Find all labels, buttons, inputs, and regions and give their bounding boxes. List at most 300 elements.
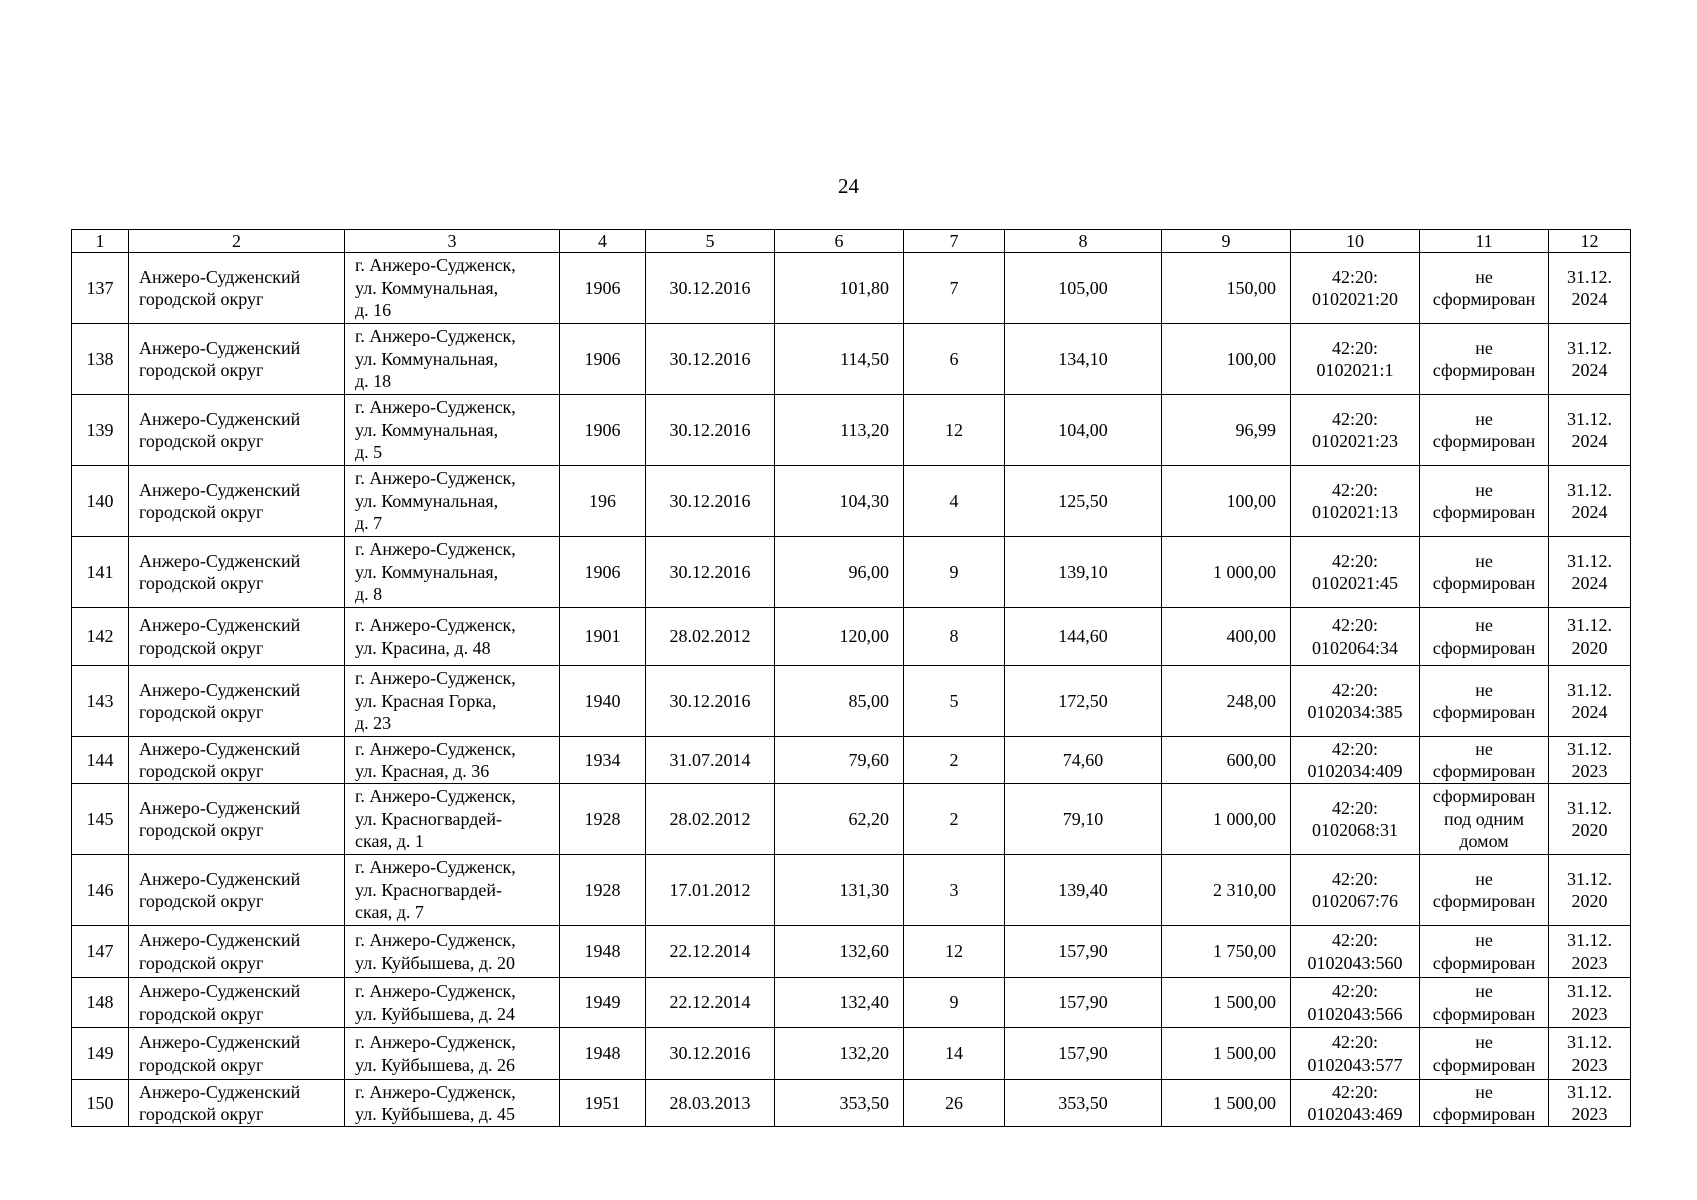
value-cell: 1 500,00	[1162, 978, 1291, 1028]
row-number-cell: 142	[72, 608, 129, 666]
district-cell	[129, 395, 345, 466]
district-cell-line: городской округ	[139, 431, 264, 451]
deadline-cell-line: 31.12.	[1567, 266, 1612, 287]
area2-cell: 157,90	[1005, 1028, 1162, 1080]
deadline-cell-line: 2023	[1571, 952, 1608, 973]
year-cell: 1906	[560, 324, 646, 395]
area2-cell: 144,60	[1005, 608, 1162, 666]
deadline-cell-line: 31.12.	[1567, 615, 1612, 635]
value-cell: 400,00	[1162, 608, 1291, 666]
deadline-cell-line: 31.12.	[1567, 679, 1612, 700]
year-cell: 1928	[560, 855, 646, 926]
year-cell: 1940	[560, 666, 646, 737]
deadline-cell	[1549, 608, 1631, 666]
address-cell	[345, 608, 560, 666]
cadastral-number-cell	[1291, 737, 1420, 784]
address-cell	[345, 1080, 560, 1127]
land-status-cell-line: не	[1475, 738, 1493, 759]
district-cell	[129, 926, 345, 978]
district-cell-line: городской округ	[139, 360, 264, 380]
year-cell: 1934	[560, 737, 646, 784]
area-cell: 85,00	[775, 666, 904, 737]
date-cell: 30.12.2016	[646, 666, 775, 737]
year-cell: 1901	[560, 608, 646, 666]
row-number-cell: 140	[72, 466, 129, 537]
land-status-cell	[1420, 737, 1549, 784]
land-status-cell-line: не	[1475, 479, 1493, 500]
address-cell	[345, 466, 560, 537]
deadline-cell-line: 31.12.	[1567, 337, 1612, 358]
year-cell: 1948	[560, 1028, 646, 1080]
deadline-cell-line: 2024	[1571, 431, 1608, 451]
area2-cell: 104,00	[1005, 395, 1162, 466]
district-cell	[129, 978, 345, 1028]
area-cell: 96,00	[775, 537, 904, 608]
date-cell: 17.01.2012	[646, 855, 775, 926]
header-row	[72, 230, 1631, 253]
date-cell: 22.12.2014	[646, 926, 775, 978]
address-cell-line: ул. Коммунальная,	[355, 348, 499, 369]
address-cell-line: г. Анжеро-Судженск,	[355, 615, 516, 635]
district-cell	[129, 1080, 345, 1127]
district-cell-line: Анжеро-Судженский	[139, 868, 301, 889]
address-cell	[345, 784, 560, 855]
row-number-cell: 145	[72, 784, 129, 855]
district-cell	[129, 737, 345, 784]
address-cell	[345, 1028, 560, 1080]
land-status-cell-line: сформирован	[1432, 1003, 1536, 1024]
column-header: 4	[560, 230, 646, 253]
land-status-cell-line: не	[1475, 337, 1493, 358]
address-cell-line: г. Анжеро-Судженск,	[355, 539, 516, 560]
deadline-cell-line: 2023	[1571, 1054, 1608, 1075]
land-status-cell-line: сформирован	[1432, 502, 1536, 522]
column-header: 10	[1291, 230, 1420, 253]
land-status-cell-line: сформирован	[1432, 637, 1536, 658]
area-cell: 113,20	[775, 395, 904, 466]
land-status-cell-line: сформирован	[1432, 761, 1536, 781]
district-cell	[129, 608, 345, 666]
table-row	[72, 737, 1631, 784]
deadline-cell-line: 31.12.	[1567, 550, 1612, 571]
address-cell-line: г. Анжеро-Судженск,	[355, 468, 516, 489]
land-status-cell-line: сформирован	[1432, 431, 1536, 451]
cadastral-number-cell	[1291, 666, 1420, 737]
cadastral-number-cell-line: 0102021:1	[1316, 360, 1394, 380]
area-cell: 132,40	[775, 978, 904, 1028]
housing-registry-table	[71, 229, 1631, 1127]
deadline-cell	[1549, 1080, 1631, 1127]
cadastral-number-cell-line: 0102034:385	[1307, 702, 1403, 722]
address-cell-line: г. Анжеро-Судженск,	[355, 668, 516, 689]
land-status-cell	[1420, 784, 1549, 855]
district-cell-line: Анжеро-Судженский	[139, 337, 301, 358]
table-row	[72, 324, 1631, 395]
area2-cell: 139,40	[1005, 855, 1162, 926]
address-cell-line: г. Анжеро-Судженск,	[355, 255, 516, 276]
table-row	[72, 978, 1631, 1028]
cadastral-number-cell-line: 42:20:	[1331, 266, 1378, 287]
year-cell: 1906	[560, 253, 646, 324]
row-number-cell: 150	[72, 1080, 129, 1127]
area2-cell: 79,10	[1005, 784, 1162, 855]
district-cell	[129, 784, 345, 855]
date-cell: 28.02.2012	[646, 784, 775, 855]
address-cell-line: ул. Коммунальная,	[355, 490, 499, 511]
cadastral-number-cell-line: 0102043:560	[1307, 952, 1403, 973]
land-status-cell-line: сформирован	[1432, 1104, 1536, 1124]
deadline-cell-line: 2023	[1571, 1003, 1608, 1024]
date-cell: 30.12.2016	[646, 253, 775, 324]
cadastral-number-cell-line: 42:20:	[1331, 797, 1378, 818]
date-cell: 31.07.2014	[646, 737, 775, 784]
area2-cell: 172,50	[1005, 666, 1162, 737]
district-cell-line: городской округ	[139, 637, 264, 658]
address-cell	[345, 978, 560, 1028]
deadline-cell-line: 2020	[1571, 820, 1608, 840]
address-cell-line: г. Анжеро-Судженск,	[355, 930, 516, 950]
district-cell	[129, 253, 345, 324]
address-cell-line: д. 7	[355, 513, 383, 534]
area-cell: 114,50	[775, 324, 904, 395]
row-number-cell: 147	[72, 926, 129, 978]
year-cell: 1906	[560, 537, 646, 608]
value-cell: 2 310,00	[1162, 855, 1291, 926]
deadline-cell	[1549, 537, 1631, 608]
column-header: 6	[775, 230, 904, 253]
address-cell-line: ул. Коммунальная,	[355, 419, 499, 440]
table-row	[72, 784, 1631, 855]
value-cell: 150,00	[1162, 253, 1291, 324]
deadline-cell-line: 31.12.	[1567, 479, 1612, 500]
address-cell-line: ул. Красногвардей-	[355, 808, 502, 829]
land-status-cell	[1420, 608, 1549, 666]
cadastral-number-cell-line: 42:20:	[1331, 679, 1378, 700]
land-status-cell	[1420, 537, 1549, 608]
year-cell: 1928	[560, 784, 646, 855]
district-cell-line: Анжеро-Судженский	[139, 479, 301, 500]
district-cell-line: Анжеро-Судженский	[139, 550, 301, 571]
deadline-cell-line: 31.12.	[1567, 1081, 1612, 1102]
cadastral-number-cell-line: 0102043:566	[1307, 1003, 1403, 1024]
row-number-cell: 149	[72, 1028, 129, 1080]
cadastral-number-cell-line: 0102021:45	[1311, 573, 1398, 593]
address-cell	[345, 253, 560, 324]
area2-cell: 74,60	[1005, 737, 1162, 784]
address-cell-line: ул. Коммунальная,	[355, 561, 499, 582]
cadastral-number-cell	[1291, 855, 1420, 926]
land-status-cell-line: сформирован	[1432, 891, 1536, 911]
address-cell-line: ул. Коммунальная,	[355, 277, 499, 298]
deadline-cell-line: 31.12.	[1567, 981, 1612, 1001]
deadline-cell-line: 2024	[1571, 573, 1608, 593]
land-status-cell	[1420, 926, 1549, 978]
deadline-cell-line: 2023	[1571, 761, 1608, 781]
district-cell-line: Анжеро-Судженский	[139, 981, 301, 1001]
land-status-cell	[1420, 395, 1549, 466]
value-cell: 1 750,00	[1162, 926, 1291, 978]
address-cell	[345, 855, 560, 926]
area-cell: 353,50	[775, 1080, 904, 1127]
address-cell	[345, 737, 560, 784]
address-cell-line: ул. Куйбышева, д. 24	[355, 1003, 515, 1024]
land-status-cell-line: домом	[1459, 831, 1509, 852]
address-cell-line: д. 23	[355, 713, 392, 734]
address-cell-line: ул. Куйбышева, д. 45	[355, 1104, 515, 1124]
address-cell-line: ул. Красина, д. 48	[355, 637, 491, 658]
year-cell: 1949	[560, 978, 646, 1028]
address-cell-line: г. Анжеро-Судженск,	[355, 1032, 516, 1052]
district-cell-line: Анжеро-Судженский	[139, 266, 301, 287]
count-cell: 9	[904, 537, 1005, 608]
cadastral-number-cell-line: 42:20:	[1331, 337, 1378, 358]
deadline-cell-line: 31.12.	[1567, 797, 1612, 818]
cadastral-number-cell	[1291, 978, 1420, 1028]
cadastral-number-cell-line: 42:20:	[1331, 1032, 1378, 1052]
area-cell: 101,80	[775, 253, 904, 324]
date-cell: 28.03.2013	[646, 1080, 775, 1127]
deadline-cell-line: 31.12.	[1567, 868, 1612, 889]
year-cell: 1951	[560, 1080, 646, 1127]
area2-cell: 134,10	[1005, 324, 1162, 395]
deadline-cell	[1549, 978, 1631, 1028]
district-cell-line: Анжеро-Судженский	[139, 679, 301, 700]
district-cell-line: городской округ	[139, 573, 264, 593]
area-cell: 62,20	[775, 784, 904, 855]
count-cell: 4	[904, 466, 1005, 537]
value-cell: 1 000,00	[1162, 537, 1291, 608]
count-cell: 5	[904, 666, 1005, 737]
table-row	[72, 926, 1631, 978]
land-status-cell-line: сформирован	[1432, 360, 1536, 380]
address-cell	[345, 395, 560, 466]
address-cell	[345, 324, 560, 395]
column-header: 7	[904, 230, 1005, 253]
table-row	[72, 395, 1631, 466]
land-status-cell-line: сформирован	[1432, 1054, 1536, 1075]
district-cell-line: городской округ	[139, 820, 264, 840]
address-cell-line: д. 5	[355, 442, 383, 463]
date-cell: 30.12.2016	[646, 1028, 775, 1080]
value-cell: 100,00	[1162, 324, 1291, 395]
row-number-cell: 138	[72, 324, 129, 395]
address-cell	[345, 666, 560, 737]
area-cell: 120,00	[775, 608, 904, 666]
land-status-cell-line: не	[1475, 550, 1493, 571]
district-cell	[129, 466, 345, 537]
district-cell-line: городской округ	[139, 289, 264, 309]
cadastral-number-cell	[1291, 466, 1420, 537]
date-cell: 22.12.2014	[646, 978, 775, 1028]
column-header: 3	[345, 230, 560, 253]
value-cell: 1 000,00	[1162, 784, 1291, 855]
count-cell: 6	[904, 324, 1005, 395]
row-number-cell: 143	[72, 666, 129, 737]
count-cell: 12	[904, 926, 1005, 978]
deadline-cell	[1549, 324, 1631, 395]
address-cell-line: ская, д. 1	[355, 831, 424, 852]
cadastral-number-cell	[1291, 253, 1420, 324]
value-cell: 96,99	[1162, 395, 1291, 466]
address-cell-line: г. Анжеро-Судженск,	[355, 857, 516, 878]
deadline-cell-line: 2023	[1571, 1104, 1608, 1124]
deadline-cell-line: 2024	[1571, 502, 1608, 522]
date-cell: 30.12.2016	[646, 537, 775, 608]
deadline-cell	[1549, 1028, 1631, 1080]
address-cell-line: д. 16	[355, 300, 392, 321]
cadastral-number-cell-line: 42:20:	[1331, 479, 1378, 500]
district-cell-line: городской округ	[139, 502, 264, 522]
count-cell: 8	[904, 608, 1005, 666]
value-cell: 600,00	[1162, 737, 1291, 784]
cadastral-number-cell-line: 0102021:23	[1311, 431, 1398, 451]
column-header: 12	[1549, 230, 1631, 253]
date-cell: 28.02.2012	[646, 608, 775, 666]
land-status-cell	[1420, 855, 1549, 926]
cadastral-number-cell	[1291, 1080, 1420, 1127]
value-cell: 1 500,00	[1162, 1028, 1291, 1080]
land-status-cell-line: не	[1475, 1081, 1493, 1102]
district-cell-line: Анжеро-Судженский	[139, 797, 301, 818]
land-status-cell	[1420, 1028, 1549, 1080]
count-cell: 7	[904, 253, 1005, 324]
district-cell	[129, 1028, 345, 1080]
date-cell: 30.12.2016	[646, 324, 775, 395]
deadline-cell	[1549, 253, 1631, 324]
deadline-cell	[1549, 666, 1631, 737]
cadastral-number-cell	[1291, 324, 1420, 395]
district-cell-line: городской округ	[139, 1003, 264, 1024]
page-number: 24	[838, 174, 859, 198]
land-status-cell	[1420, 253, 1549, 324]
year-cell: 1906	[560, 395, 646, 466]
table-row	[72, 253, 1631, 324]
land-status-cell	[1420, 324, 1549, 395]
area-cell: 79,60	[775, 737, 904, 784]
deadline-cell-line: 2024	[1571, 702, 1608, 722]
address-cell-line: ул. Куйбышева, д. 20	[355, 952, 515, 973]
column-header: 11	[1420, 230, 1549, 253]
district-cell-line: городской округ	[139, 1104, 264, 1124]
land-status-cell-line: сформирован	[1432, 952, 1536, 973]
district-cell	[129, 666, 345, 737]
area2-cell: 157,90	[1005, 926, 1162, 978]
address-cell-line: ул. Красная Горка,	[355, 690, 497, 711]
cadastral-number-cell	[1291, 608, 1420, 666]
land-status-cell-line: не	[1475, 266, 1493, 287]
cadastral-number-cell	[1291, 1028, 1420, 1080]
area-cell: 132,20	[775, 1028, 904, 1080]
address-cell-line: ул. Красная, д. 36	[355, 761, 490, 781]
district-cell-line: Анжеро-Судженский	[139, 1032, 301, 1052]
address-cell-line: г. Анжеро-Судженск,	[355, 786, 516, 807]
address-cell-line: г. Анжеро-Судженск,	[355, 981, 516, 1001]
count-cell: 2	[904, 737, 1005, 784]
land-status-cell-line: не	[1475, 679, 1493, 700]
land-status-cell-line: сформирован	[1432, 573, 1536, 593]
count-cell: 14	[904, 1028, 1005, 1080]
deadline-cell	[1549, 395, 1631, 466]
address-cell-line: ул. Красногвардей-	[355, 879, 502, 900]
deadline-cell-line: 31.12.	[1567, 1032, 1612, 1052]
cadastral-number-cell-line: 0102043:577	[1307, 1054, 1403, 1075]
cadastral-number-cell-line: 0102068:31	[1311, 820, 1398, 840]
district-cell-line: городской округ	[139, 761, 264, 781]
cadastral-number-cell	[1291, 537, 1420, 608]
deadline-cell	[1549, 737, 1631, 784]
land-status-cell-line: не	[1475, 868, 1493, 889]
deadline-cell-line: 2024	[1571, 289, 1608, 309]
cadastral-number-cell-line: 42:20:	[1331, 550, 1378, 571]
column-header: 1	[72, 230, 129, 253]
land-status-cell	[1420, 1080, 1549, 1127]
row-number-cell: 137	[72, 253, 129, 324]
cadastral-number-cell-line: 42:20:	[1331, 930, 1378, 950]
deadline-cell-line: 2024	[1571, 360, 1608, 380]
cadastral-number-cell-line: 0102034:409	[1307, 761, 1403, 781]
area2-cell: 125,50	[1005, 466, 1162, 537]
table-row	[72, 1028, 1631, 1080]
area-cell: 104,30	[775, 466, 904, 537]
year-cell: 1948	[560, 926, 646, 978]
district-cell-line: городской округ	[139, 952, 264, 973]
table-row	[72, 466, 1631, 537]
deadline-cell-line: 31.12.	[1567, 408, 1612, 429]
address-cell-line: г. Анжеро-Судженск,	[355, 1081, 516, 1102]
deadline-cell-line: 31.12.	[1567, 738, 1612, 759]
address-cell-line: д. 18	[355, 371, 392, 392]
district-cell	[129, 324, 345, 395]
district-cell-line: городской округ	[139, 1054, 264, 1075]
land-status-cell-line: не	[1475, 615, 1493, 635]
address-cell-line: г. Анжеро-Судженск,	[355, 326, 516, 347]
value-cell: 100,00	[1162, 466, 1291, 537]
date-cell: 30.12.2016	[646, 466, 775, 537]
address-cell-line: г. Анжеро-Судженск,	[355, 738, 516, 759]
table-row	[72, 608, 1631, 666]
area2-cell: 353,50	[1005, 1080, 1162, 1127]
deadline-cell-line: 2020	[1571, 637, 1608, 658]
district-cell-line: Анжеро-Судженский	[139, 1081, 301, 1102]
cadastral-number-cell-line: 42:20:	[1331, 1081, 1378, 1102]
date-cell: 30.12.2016	[646, 395, 775, 466]
cadastral-number-cell-line: 0102021:20	[1311, 289, 1398, 309]
count-cell: 2	[904, 784, 1005, 855]
cadastral-number-cell-line: 42:20:	[1331, 738, 1378, 759]
deadline-cell	[1549, 926, 1631, 978]
cadastral-number-cell-line: 42:20:	[1331, 981, 1378, 1001]
cadastral-number-cell-line: 0102043:469	[1307, 1104, 1403, 1124]
address-cell-line: ул. Куйбышева, д. 26	[355, 1054, 515, 1075]
column-header: 8	[1005, 230, 1162, 253]
land-status-cell	[1420, 466, 1549, 537]
address-cell-line: д. 8	[355, 584, 383, 605]
address-cell-line: г. Анжеро-Судженск,	[355, 397, 516, 418]
deadline-cell	[1549, 784, 1631, 855]
count-cell: 12	[904, 395, 1005, 466]
district-cell	[129, 537, 345, 608]
count-cell: 9	[904, 978, 1005, 1028]
count-cell: 26	[904, 1080, 1005, 1127]
area-cell: 132,60	[775, 926, 904, 978]
district-cell-line: Анжеро-Судженский	[139, 738, 301, 759]
land-status-cell-line: сформирован	[1432, 702, 1536, 722]
district-cell-line: Анжеро-Судженский	[139, 615, 301, 635]
area2-cell: 157,90	[1005, 978, 1162, 1028]
address-cell	[345, 537, 560, 608]
area2-cell: 139,10	[1005, 537, 1162, 608]
year-cell: 196	[560, 466, 646, 537]
